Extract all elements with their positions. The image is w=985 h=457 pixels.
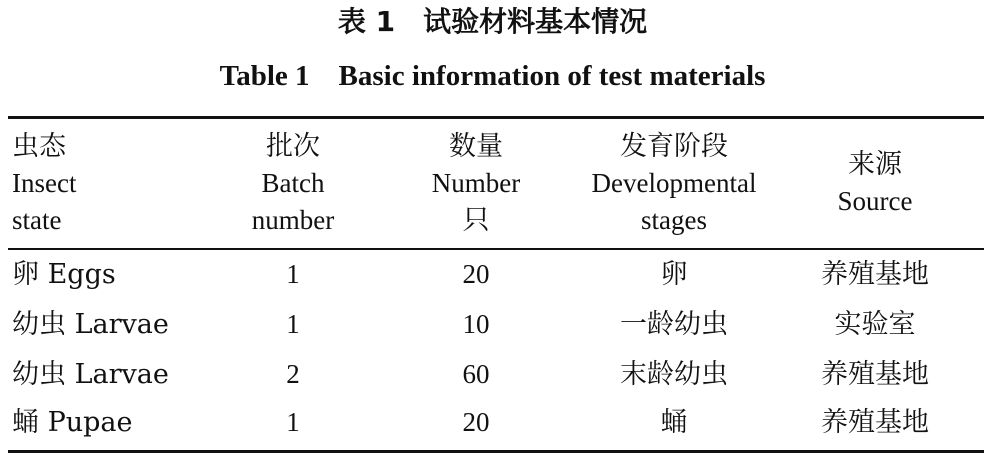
cell-insect-state: 蛹 Pupae bbox=[12, 407, 133, 438]
header-source-cn: 来源 bbox=[848, 149, 902, 180]
header-developmental-stages bbox=[544, 128, 804, 239]
header-rule bbox=[8, 248, 984, 250]
header-insect-state-en-1: Insect bbox=[12, 168, 77, 198]
cell-source: 养殖基地 bbox=[821, 359, 929, 390]
header-number-unit: 只 bbox=[462, 205, 490, 236]
header-stages-en-2: stages bbox=[641, 205, 707, 235]
table-row bbox=[0, 404, 985, 454]
bottom-rule bbox=[8, 450, 984, 453]
header-insect-state-en-2: state bbox=[12, 205, 62, 235]
header-insect-state-cn: 虫态 bbox=[12, 131, 66, 162]
cell-number: 20 bbox=[462, 407, 490, 437]
cell-number: 60 bbox=[462, 359, 490, 389]
header-stages-en-1: Developmental bbox=[591, 168, 757, 198]
cell-batch: 1 bbox=[286, 309, 300, 339]
cell-stage: 一龄幼虫 bbox=[620, 309, 728, 340]
header-source-en: Source bbox=[837, 186, 913, 216]
header-batch-en-2: number bbox=[251, 205, 335, 235]
cell-stage: 末龄幼虫 bbox=[620, 359, 728, 390]
header-source bbox=[775, 146, 975, 220]
cell-batch: 1 bbox=[286, 259, 300, 289]
table-row bbox=[0, 256, 985, 306]
cell-insect-state: 幼虫 Larvae bbox=[12, 309, 169, 340]
table-row bbox=[0, 306, 985, 356]
header-number-cn: 数量 bbox=[449, 131, 503, 162]
header-batch-cn: 批次 bbox=[266, 131, 320, 162]
table-title-chinese: 表 1 试验材料基本情况 bbox=[337, 5, 648, 38]
cell-source: 实验室 bbox=[834, 309, 916, 340]
header-insect-state bbox=[12, 128, 212, 239]
cell-batch: 2 bbox=[286, 359, 300, 389]
cell-insect-state: 卵 Eggs bbox=[12, 259, 116, 290]
header-number-en: Number bbox=[431, 168, 521, 198]
cell-stage: 卵 bbox=[660, 259, 688, 290]
header-stages-cn: 发育阶段 bbox=[620, 131, 728, 162]
table-title-english: Table 1 Basic information of test materials bbox=[219, 60, 766, 92]
header-batch-en-1: Batch bbox=[261, 168, 325, 198]
cell-batch: 1 bbox=[286, 407, 300, 437]
cell-number: 10 bbox=[462, 309, 490, 339]
cell-stage: 蛹 bbox=[660, 407, 688, 438]
cell-number: 20 bbox=[462, 259, 490, 289]
top-rule bbox=[8, 116, 984, 119]
cell-insect-state: 幼虫 Larvae bbox=[12, 359, 169, 390]
cell-source: 养殖基地 bbox=[821, 259, 929, 290]
header-batch-number bbox=[193, 128, 393, 239]
table-row bbox=[0, 356, 985, 406]
cell-source: 养殖基地 bbox=[821, 407, 929, 438]
